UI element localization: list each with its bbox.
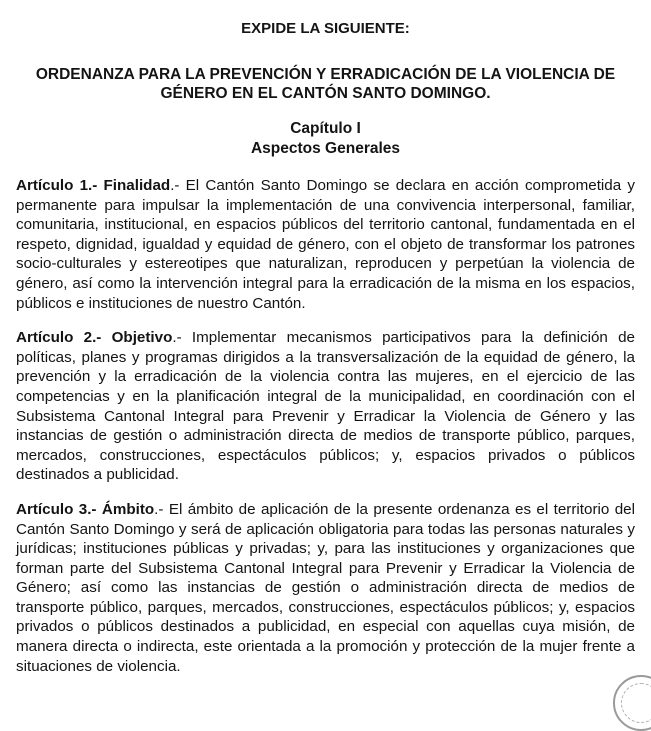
expide-heading: EXPIDE LA SIGUIENTE: xyxy=(241,20,410,37)
ordinance-title-line-1: ORDENANZA PARA LA PREVENCIÓN Y ERRADICACIÓN DE LA VIOLENCIA DE xyxy=(35,66,616,83)
article-1-body: .- El Cantón Santo Domingo se declara en acción comprometida y permanente para impulsar la implementación de una convivencia interpersonal, familiar, comunitaria, institucional, en espacios públicos del territorio cantonal, fundamentada en el respeto, dignidad, igualdad y equidad de género, con el objeto de transformar los patrones socio-culturales y estereotipes que naturalizan, reproducen y perpetúan la violencia de género, así como la intervención integral para la erradicación de la misma en los espacios, públicos e instituciones de nuestro Cantón. xyxy=(16,177,635,312)
article-3-heading: Artículo 3.- Ámbito xyxy=(16,500,155,518)
ordinance-title xyxy=(16,65,635,103)
article-1 xyxy=(16,176,635,313)
article-2 xyxy=(16,328,635,485)
chapter-subtitle: Aspectos Generales xyxy=(250,140,401,157)
ordinance-title-line-2: GÉNERO EN EL CANTÓN SANTO DOMINGO. xyxy=(160,85,491,102)
article-2-body: .- Implementar mecanismos participativos para la definición de políticas, planes y programas dirigidos a la transversalización de la equidad de género, la prevención y la erradicación de la violencia contra las mujeres, en el ejercicio de las competencias y en la planificación integral de la municipalidad, en coordinación con el Subsistema Cantonal Integral para Prevenir y Erradicar la Violencia de Género y las instancias de gestión o administración directa de medios de transporte público, parques, mercados, construcciones, espectáculos públicos; y, espacios privados o públicos destinados a publicidad. xyxy=(16,329,635,484)
article-1-heading: Artículo 1.- Finalidad xyxy=(16,177,171,194)
chapter-heading xyxy=(16,119,635,159)
chapter-number: Capítulo I xyxy=(290,120,361,137)
article-2-heading: Artículo 2.- Objetivo xyxy=(16,329,173,347)
article-3 xyxy=(16,500,635,676)
article-3-body: .- El ámbito de aplicación de la presente ordenanza es el territorio del Cantón Santo Domingo y será de aplicación obligatoria para todas las personas naturales y jurídicas; instituciones públicas y privadas; y, para las instituciones y organizaciones que forman parte del Subsistema Cantonal Integral para Prevenir y Erradicar la Violencia de Género; así como las instancias de gestión o administración directa de medios de transporte público, parques, mercados, construcciones, espectáculos públicos; y, espacios privados o públicos destinados a publicidad, en especial con aquellas cuya misión, de manera directa o indirecta, este orientada a la promoción y protección de la mujer frente a situaciones de violencia. xyxy=(16,500,635,675)
